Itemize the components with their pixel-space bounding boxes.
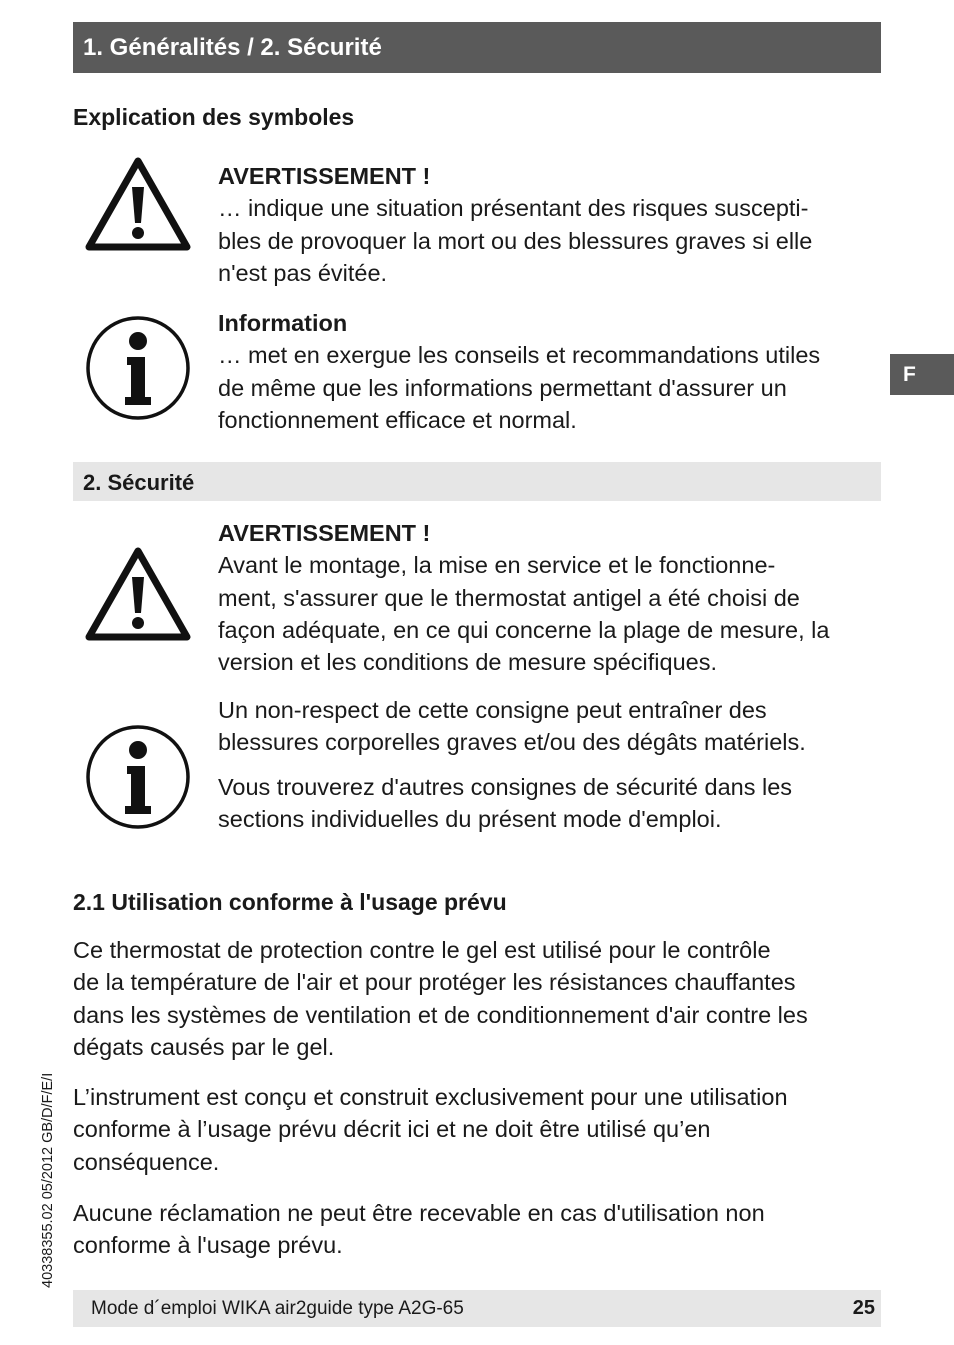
symbols-heading: Explication des symboles [73,104,355,130]
safety-title: 2. Sécurité [83,470,195,495]
paragraph-line: dans les systèmes de ventilation et de conditionnement d'air contre les [73,1001,808,1028]
symbols-info-line: fonctionnement efficace et normal. [218,406,577,433]
warning-triangle-icon [83,545,193,643]
paragraph-line: conforme à l'usage prévu. [73,1232,343,1259]
paragraph-line: de la température de l'air et pour protéger les résistances chauffantes [73,969,796,996]
symbols-info-block [218,307,883,436]
language-tab [890,354,954,395]
info-circle-icon [83,722,193,832]
intended-use-paragraph-2 [73,1081,883,1178]
section-title: 1. Généralités / 2. Sécurité [83,34,382,61]
safety-other-line: sections individuelles du présent mode d'emploi. [218,806,722,833]
safety-warning-block [218,517,883,678]
intended-use-heading: 2.1 Utilisation conforme à l'usage prévu [73,889,507,915]
paragraph-line: Ce thermostat de protection contre le gel est utilisé pour le contrôle [73,937,771,963]
warning-triangle-icon [83,155,193,253]
symbols-warning-block [218,160,883,289]
safety-consequence-block [218,694,883,759]
safety-warning-line: façon adéquate, en ce qui concerne la plage de mesure, la [218,616,830,643]
safety-other-line: Vous trouverez d'autres consignes de sécurité dans les [218,774,793,800]
safety-header [73,462,881,501]
language-tab-label: F [903,363,916,386]
safety-warning-line: version et les conditions de mesure spécifiques. [218,649,717,676]
paragraph-line: conséquence. [73,1148,220,1175]
paragraph-line: Aucune réclamation ne peut être recevable en cas d'utilisation non [73,1200,765,1226]
footer-text: Mode d´emploi WIKA air2guide type A2G-65 [91,1298,464,1319]
section-header [73,22,881,73]
safety-other-block [218,771,883,836]
paragraph-line: L’instrument est conçu et construit exclusivement pour une utilisation [73,1084,788,1110]
safety-consequence-line: blessures corporelles graves et/ou des dégâts matériels. [218,729,806,756]
paragraph-line: conforme à l’usage prévu décrit ici et ne doit être utilisé qu’en [73,1116,711,1143]
info-circle-icon [83,313,193,423]
safety-consequence-line: Un non-respect de cette consigne peut entraîner des [218,697,767,723]
intended-use-paragraph-3 [73,1197,883,1262]
safety-warning-line: Avant le montage, la mise en service et le fonctionne- [218,552,776,579]
page-number: 25 [852,1297,875,1319]
paragraph-line: dégats causés par le gel. [73,1033,335,1060]
symbols-info-line: … met en exergue les conseils et recommandations utiles [218,342,821,369]
symbols-info-label: Information [218,310,348,336]
safety-warning-line: ment, s'assurer que le thermostat antigel a été choisi de [218,584,800,611]
intended-use-paragraph-1 [73,934,883,1063]
page-footer [73,1290,881,1327]
symbols-info-line: de même que les informations permettant d'assurer un [218,374,787,401]
symbols-warning-line: n'est pas évitée. [218,259,388,286]
symbols-warning-label: AVERTISSEMENT ! [218,163,431,189]
safety-warning-label: AVERTISSEMENT ! [218,520,431,546]
document-code: 40338355.02 05/2012 GB/D/F/E/I [40,1072,56,1288]
symbols-warning-line: bles de provoquer la mort ou des blessures graves si elle [218,227,813,254]
symbols-warning-line: … indique une situation présentant des risques suscepti- [218,195,809,222]
